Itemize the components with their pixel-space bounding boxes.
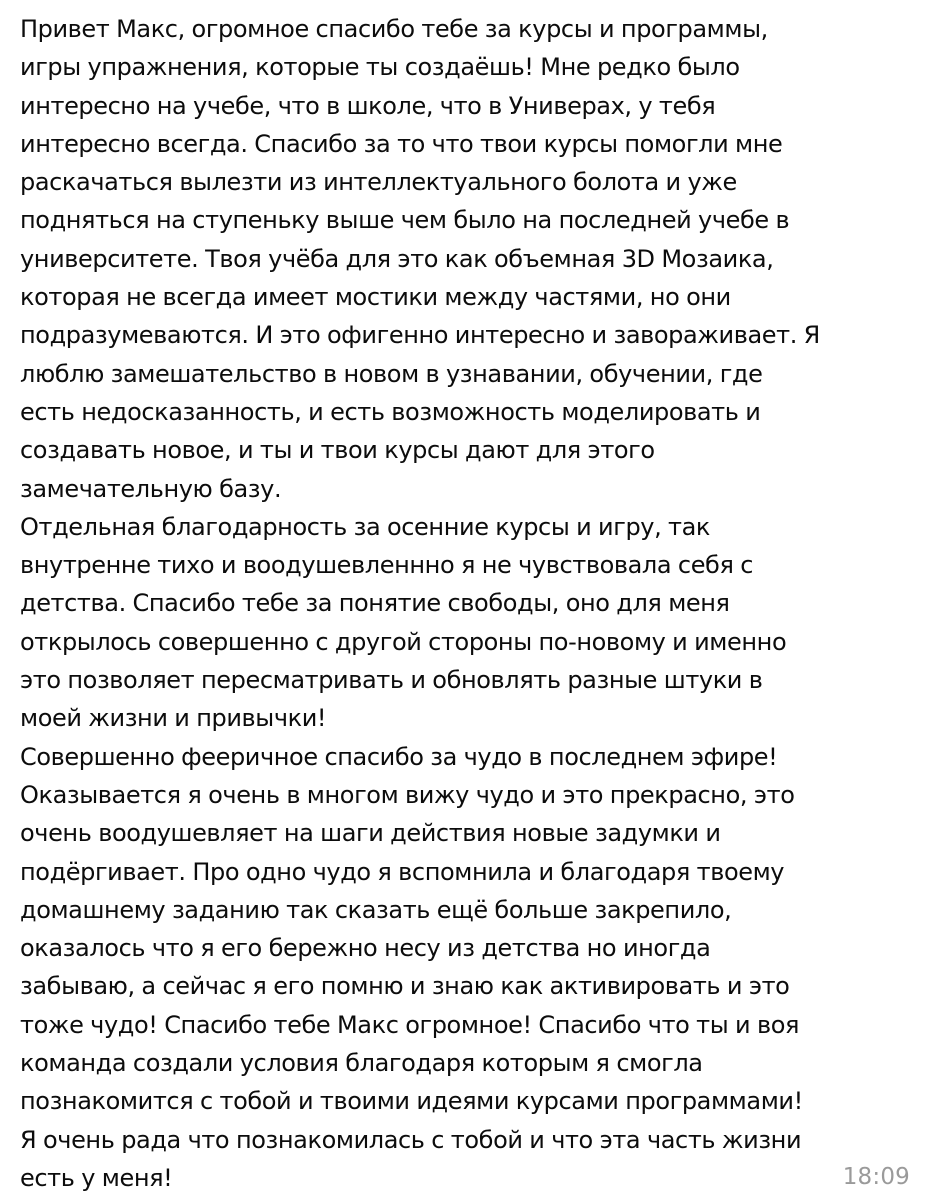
message-line: тоже чудо! Спасибо тебе Макс огромное! Спасибо что ты и воя — [20, 1010, 800, 1039]
message-line: Привет Макс, огромное спасибо тебе за курсы и программы, — [20, 15, 768, 43]
message-line: познакомится с тобой и твоими идеями курсами программами! — [20, 1087, 803, 1116]
message-line: это позволяет пересматривать и обновлять разные штуки в — [20, 666, 763, 695]
message-line: Я очень рада что познакомилась с тобой и что эта часть жизни — [20, 1125, 802, 1154]
message-line: создавать новое, и ты и твои курсы дают для этого — [20, 436, 655, 465]
message-line: есть у меня! — [20, 1163, 173, 1192]
message-line: Оказывается я очень в многом вижу чудо и это прекрасно, это — [20, 780, 795, 809]
message-line: очень воодушевляет на шаги действия новые задумки и — [20, 819, 721, 848]
message-line: подёргивает. Про одно чудо я вспомнила и благодаря твоему — [20, 857, 785, 886]
message-line: подняться на ступеньку выше чем было на последней учебе в — [20, 206, 790, 235]
message-line: команда создали условия благодаря которым я смогла — [20, 1049, 703, 1078]
message-line: замечательную базу. — [20, 474, 282, 503]
message-timestamp: 18:09 — [842, 1164, 910, 1190]
message-line: интересно всегда. Спасибо за то что твои курсы помогли мне — [20, 129, 783, 158]
message-line: моей жизни и привычки! — [20, 704, 327, 733]
message-line: интересно на учебе, что в школе, что в Универах, у тебя — [20, 91, 716, 120]
message-line: которая не всегда имеет мостики между частями, но они — [20, 283, 731, 312]
message-line: забываю, а сейчас я его помню и знаю как активировать и это — [20, 972, 790, 1001]
message-line: открылось совершенно с другой стороны по-новому и именно — [20, 627, 787, 656]
message-line: университете. Твоя учёба для это как объемная 3D Мозаика, — [20, 244, 774, 273]
message-line: внутренне тихо и воодушевленнно я не чувствовала себя с — [20, 551, 754, 580]
message-line: есть недосказанность, и есть возможность моделировать и — [20, 397, 761, 426]
message-line: игры упражнения, которые ты создаёшь! Мне редко было — [20, 53, 740, 82]
message-line: оказалось что я его бережно несу из детства но иногда — [20, 934, 711, 963]
message-line: Отдельная благодарность за осенние курсы и игру, так — [20, 512, 711, 541]
message-line: Совершенно фееричное спасибо за чудо в последнем эфире! — [20, 742, 778, 771]
message-line: детства. Спасибо тебе за понятие свободы, оно для меня — [20, 589, 730, 618]
message-line: домашнему заданию так сказать ещё больше закрепило, — [20, 895, 732, 924]
message-line: люблю замешательство в новом в узнавании, обучении, где — [20, 359, 763, 388]
message-line: подразумеваются. И это офигенно интересно и завораживает. Я — [20, 321, 820, 350]
message-text — [20, 10, 915, 1197]
message-line: раскачаться вылезти из интеллектуального болота и уже — [20, 168, 737, 197]
